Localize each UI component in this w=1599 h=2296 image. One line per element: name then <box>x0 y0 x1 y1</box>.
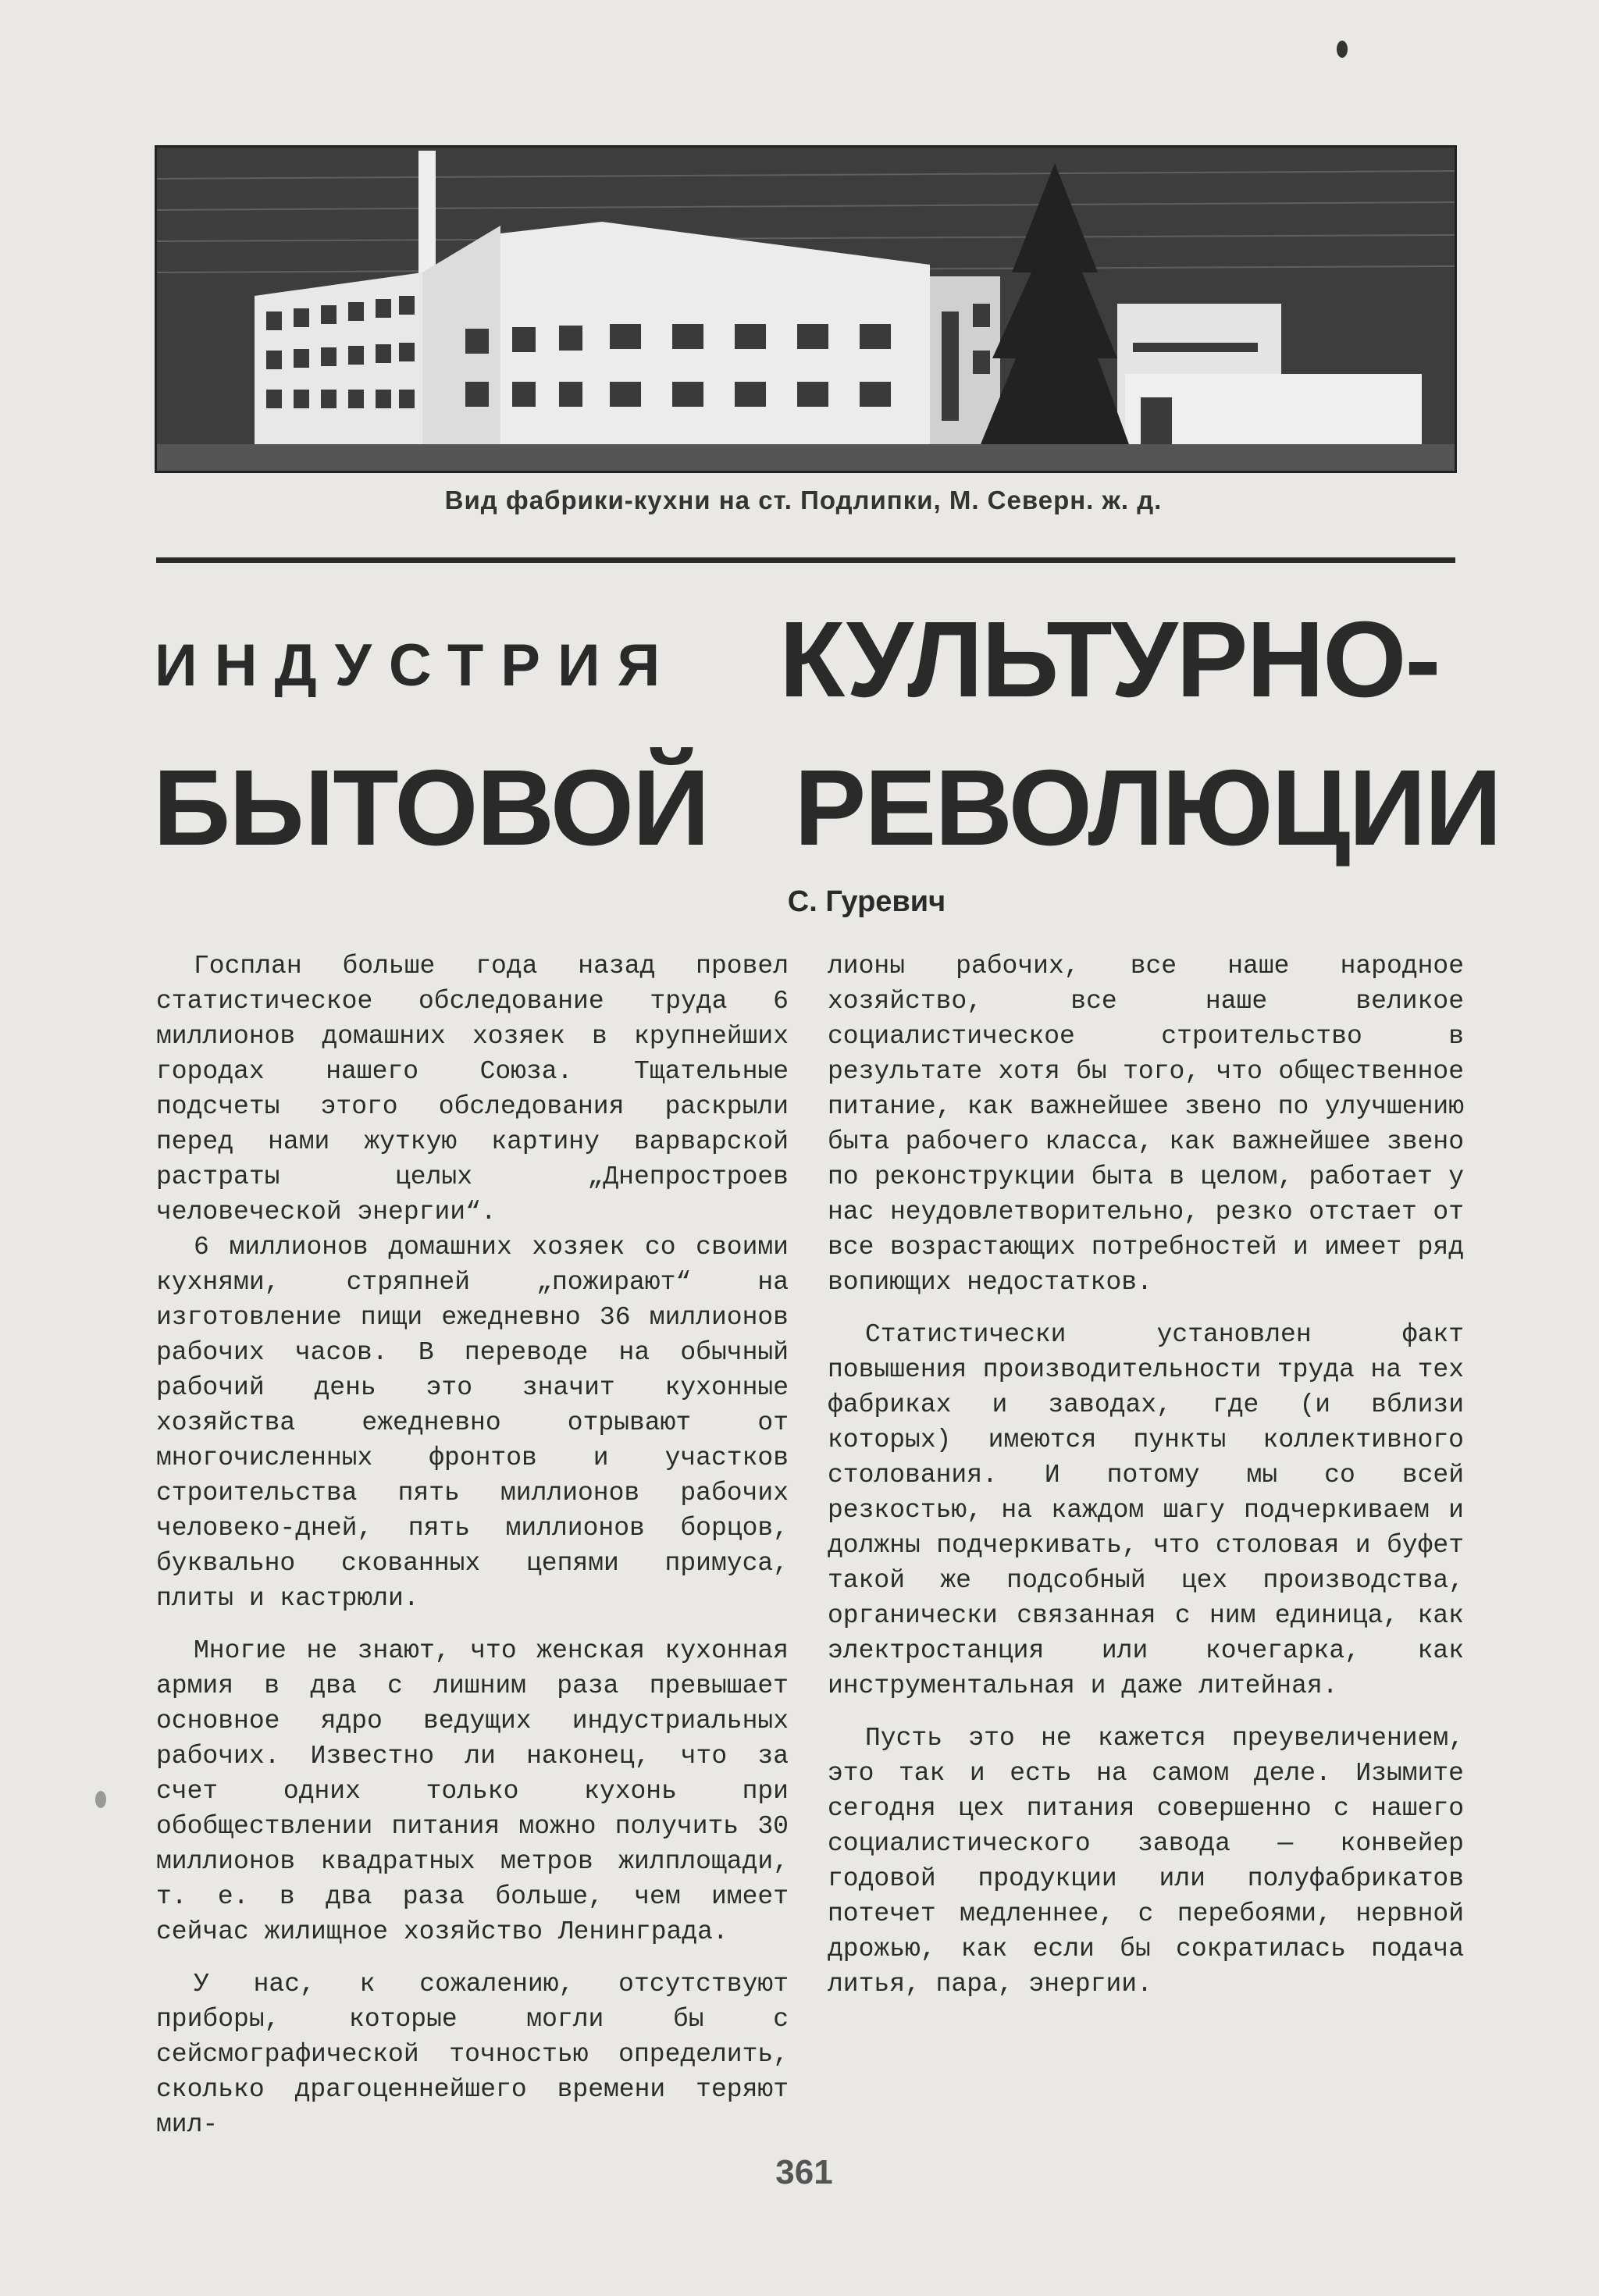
paragraph: 6 миллионов домашних хозяек со своими кухнями, стряпней „пожирают“ на изготовление пищи ежедневно 36 миллионов рабочих часов. В переводе на обычный рабочий день это значит кухонные хозяйства ежедневно отрывают от многочисленных фронтов и участков строительства пять миллионов рабочих человеко-дней, пять миллионов борцов, буквально скованных цепями примуса, плиты и кастрюли. <box>156 1233 789 1613</box>
page-number: 361 <box>775 2153 833 2191</box>
woodcut-factory-image <box>157 148 1455 471</box>
title-word-everyday: БЫТОВОЙ <box>153 748 709 868</box>
paragraph: У нас, к сожалению, отсутствуют приборы, которые могли бы с сейсмографической точностью определить, сколько драгоценнейшего времени теряют мил- <box>156 1970 789 2139</box>
horizontal-rule <box>156 557 1455 563</box>
illustration-caption: Вид фабрики-кухни на ст. Подлипки, М. Северн. ж. д. <box>444 486 1163 514</box>
article-title-line2 <box>153 748 1501 868</box>
ink-spot <box>1337 41 1348 58</box>
article-title-line1 <box>155 600 1466 720</box>
article-author: С. Гуревич <box>787 885 946 918</box>
factory-kitchen-illustration <box>155 145 1457 473</box>
article-column-left <box>156 949 789 2142</box>
paragraph: Многие не знают, что женская кухонная армия в два с лишним раза превышает основное ядро ведущих индустриальных рабочих. Известно ли наконец, что за счет одних только кухонь при обобществлении питания можно получить 30 миллионов квадратных метров жилплощади, т. е. в два раза больше, чем имеет сейчас жилищное хозяйство Ленинграда. <box>156 1636 789 1946</box>
title-word-cultural: КУЛЬТУРНО- <box>779 600 1440 720</box>
paragraph: лионы рабочих, все наше народное хозяйство, все наше великое социалистическое строительство в результате хотя бы того, что общественное питание, как важнейшее звено по улучшению быта рабочего класса, как важнейшее звено по реконструкции быта в целом, работает у нас неудовлетворительно, резко отстает от все возрастающих потребностей и имеет ряд вопиющих недостатков. <box>828 952 1464 1297</box>
paragraph: Статистически установлен факт повышения производительности труда на тех фабриках и заводах, где (и вблизи которых) имеются пункты коллективного столования. И потому мы со всей резкостью, на каждом шагу подчеркиваем и должны подчеркивать, что столовая и буфет такой же подсобный цех производства, органически связанная с ним единица, как электростанция или кочегарка, как инструментальная и даже литейная. <box>828 1320 1464 1700</box>
ink-spot <box>95 1791 106 1808</box>
paragraph: Госплан больше года назад провел статистическое обследование труда 6 миллионов домашних хозяек в крупнейших городах нашего Союза. Тщательные подсчеты этого обследования раскрыли перед нами жуткую картину варварской растраты целых „Днепростроев человеческой энергии“. <box>156 952 789 1226</box>
paragraph: Пусть это не кажется преувеличением, это так и есть на самом деле. Изымите сегодня цех питания совершенно с нашего социалистического завода — конвейер годовой продукции или полуфабрикатов потечет медленнее, с перебоями, нервной дрожью, как если бы сократилась подача литья, пара, энергии. <box>828 1724 1464 1999</box>
title-word-revolution: РЕВОЛЮЦИИ <box>794 748 1501 868</box>
title-word-industry: ИНДУСТРИЯ <box>155 632 678 699</box>
article-column-right <box>828 949 1464 2002</box>
